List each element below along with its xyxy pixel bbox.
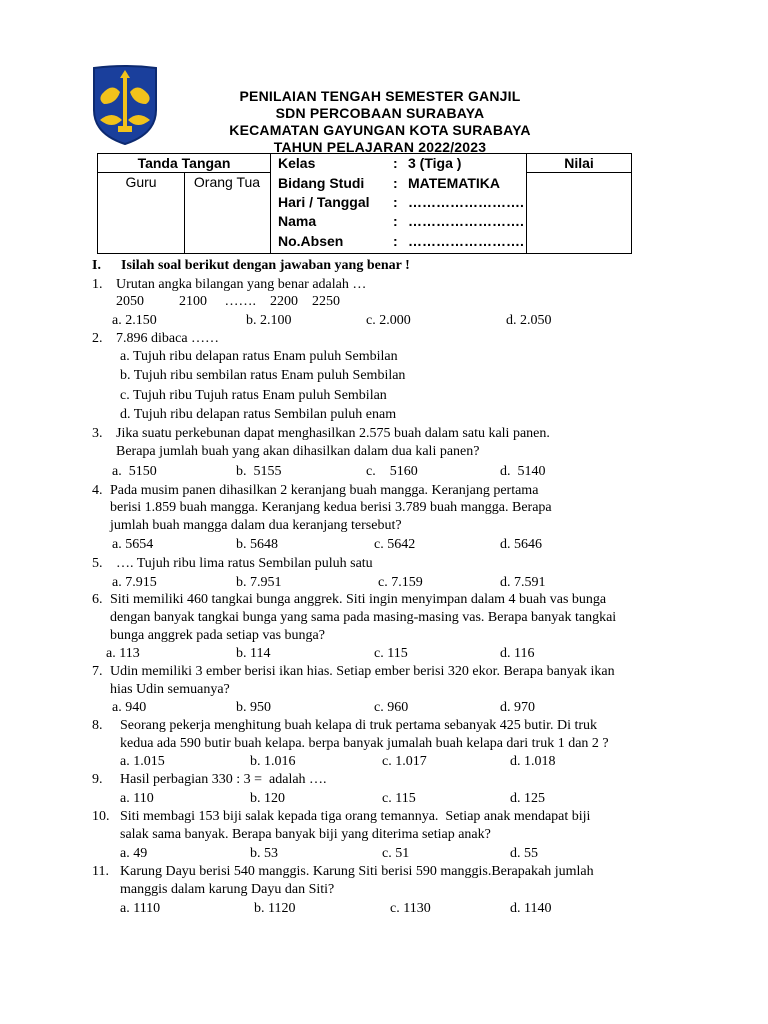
- option-a: a. 1110: [120, 901, 161, 916]
- question-text: …. Tujuh ribu lima ratus Sembilan puluh satu: [116, 556, 373, 571]
- option-a: a. 940: [112, 700, 147, 715]
- option-c: c. 5642: [374, 537, 416, 552]
- exam-title: PENILAIAN TENGAH SEMESTER GANJIL: [239, 88, 521, 104]
- table-divider: [98, 172, 270, 173]
- question-text: salak sama banyak. Berapa banyak biji yang diterima setiap anak?: [120, 827, 491, 842]
- option-d: d. 1.018: [510, 754, 556, 769]
- question-text: bunga anggrek pada setiap vas bunga?: [110, 628, 325, 643]
- question-number: 4.: [92, 483, 103, 498]
- option-c: c. 1.017: [382, 754, 427, 769]
- option-a: a. Tujuh ribu delapan ratus Enam puluh Sembilan: [120, 349, 398, 364]
- option-a: a. 5150: [112, 464, 157, 479]
- option-d: d. 55: [510, 846, 538, 861]
- field-value-kelas: 3 (Tiga ): [408, 155, 462, 171]
- option-d: d. 116: [500, 646, 535, 661]
- question-text: dengan banyak tangkai bunga yang sama pada masing-masing vas. Berapa banyak tangkai: [110, 610, 617, 625]
- question-number: 2.: [92, 331, 103, 346]
- question-text: jumlah buah mangga dalam dua keranjang tersebut?: [110, 518, 402, 533]
- field-value-no-absen: …………………….: [408, 233, 524, 249]
- section-number: I.: [92, 258, 101, 273]
- question-text: Karung Dayu berisi 540 manggis. Karung Siti berisi 590 manggis.Berapakah jumlah: [120, 864, 594, 879]
- identity-table: [97, 153, 632, 254]
- field-colon: :: [393, 194, 398, 210]
- option-b: b. 5648: [236, 537, 278, 552]
- question-text: manggis dalam karung Dayu dan Siti?: [120, 882, 335, 897]
- option-d: d. 5140: [500, 464, 546, 479]
- table-divider: [526, 172, 632, 173]
- section-title: Isilah soal berikut dengan jawaban yang benar !: [121, 258, 410, 273]
- option-b: b. 1120: [254, 901, 296, 916]
- option-d: d. 7.591: [500, 575, 546, 590]
- option-b: b. 950: [236, 700, 271, 715]
- field-colon: :: [393, 233, 398, 249]
- question-text: Siti membagi 153 biji salak kepada tiga orang temannya. Setiap anak mendapat biji: [120, 809, 591, 824]
- option-b: b. 5155: [236, 464, 282, 479]
- option-b: b. 1.016: [250, 754, 296, 769]
- question-text: hias Udin semuanya?: [110, 682, 230, 697]
- question-number: 1.: [92, 277, 103, 292]
- question-number: 10.: [92, 809, 110, 824]
- question-text: 7.896 dibaca ……: [116, 331, 220, 346]
- option-d: d. 2.050: [506, 313, 552, 328]
- option-d: d. Tujuh ribu delapan ratus Sembilan puluh enam: [120, 407, 397, 422]
- option-d: d. 1140: [510, 901, 552, 916]
- question-number: 3.: [92, 426, 103, 441]
- option-a: a. 1.015: [120, 754, 165, 769]
- option-b: b. 2.100: [246, 313, 292, 328]
- district-name: KECAMATAN GAYUNGAN KOTA SURABAYA: [229, 122, 531, 138]
- field-colon: :: [393, 155, 398, 171]
- question-text: berisi 1.859 buah mangga. Keranjang kedua berisi 3.789 buah mangga. Berapa: [110, 500, 552, 515]
- field-value-hari-tanggal: …………………….: [408, 194, 524, 210]
- option-c: c. Tujuh ribu Tujuh ratus Enam puluh Sembilan: [120, 388, 387, 403]
- field-label-bidang-studi: Bidang Studi: [278, 175, 365, 191]
- guru-label: Guru: [125, 174, 157, 190]
- academic-year: TAHUN PELAJARAN 2022/2023: [273, 139, 487, 155]
- option-b: b. 120: [250, 791, 285, 806]
- option-d: d. 5646: [500, 537, 542, 552]
- option-c: c. 7.159: [378, 575, 423, 590]
- option-a: a. 49: [120, 846, 148, 861]
- question-number: 5.: [92, 556, 103, 571]
- option-c: c. 51: [382, 846, 410, 861]
- option-a: a. 113: [106, 646, 140, 661]
- option-b: b. 7.951: [236, 575, 282, 590]
- option-b: b. Tujuh ribu sembilan ratus Enam puluh Sembilan: [120, 368, 406, 383]
- option-d: d. 970: [500, 700, 535, 715]
- option-c: c. 5160: [366, 464, 418, 479]
- field-label-nama: Nama: [278, 213, 317, 229]
- option-d: d. 125: [510, 791, 545, 806]
- option-c: c. 2.000: [366, 313, 411, 328]
- school-name: SDN PERCOBAAN SURABAYA: [275, 105, 485, 121]
- question-number: 8.: [92, 718, 103, 733]
- option-a: a. 110: [120, 791, 154, 806]
- question-number: 11.: [92, 864, 109, 879]
- orang-tua-label: Orang Tua: [193, 174, 261, 190]
- field-value-bidang-studi: MATEMATIKA: [408, 175, 501, 191]
- option-b: b. 114: [236, 646, 271, 661]
- score-header: Nilai: [564, 155, 594, 171]
- field-value-nama: …………………….: [408, 213, 524, 229]
- table-divider: [270, 154, 271, 253]
- field-label-kelas: Kelas: [278, 155, 316, 171]
- field-label-no-absen: No.Absen: [278, 233, 344, 249]
- question-text: Seorang pekerja menghitung buah kelapa di truk pertama sebanyak 425 butir. Di truk: [120, 718, 598, 733]
- number-sequence: 2050 2100 ……. 2200 2250: [116, 294, 340, 309]
- option-c: c. 115: [382, 791, 416, 806]
- question-text: Siti memiliki 460 tangkai bunga anggrek. Siti ingin menyimpan dalam 4 buah vas bunga: [110, 592, 607, 607]
- option-c: c. 115: [374, 646, 408, 661]
- question-text: Berapa jumlah buah yang akan dihasilkan dalam dua kali panen?: [116, 444, 480, 459]
- field-colon: :: [393, 175, 398, 191]
- field-label-hari-tanggal: Hari / Tanggal: [278, 194, 370, 210]
- signature-header: Tanda Tangan: [137, 155, 231, 171]
- field-colon: :: [393, 213, 398, 229]
- question-text: Udin memiliki 3 ember berisi ikan hias. Setiap ember berisi 320 ekor. Berapa banyak ikan: [110, 664, 615, 679]
- question-text: Jika suatu perkebunan dapat menghasilkan 2.575 buah dalam satu kali panen.: [116, 426, 550, 441]
- option-a: a. 2.150: [112, 313, 157, 328]
- question-text: kedua ada 590 butir buah kelapa. berpa banyak jumalah buah kelapa dari truk 1 dan 2 ?: [120, 736, 609, 751]
- question-text: Urutan angka bilangan yang benar adalah …: [116, 277, 367, 292]
- option-c: c. 1130: [390, 901, 431, 916]
- option-b: b. 53: [250, 846, 278, 861]
- question-number: 9.: [92, 772, 103, 787]
- question-text: Pada musim panen dihasilkan 2 keranjang buah mangga. Keranjang pertama: [110, 483, 539, 498]
- question-number: 6.: [92, 592, 103, 607]
- option-a: a. 5654: [112, 537, 154, 552]
- question-number: 7.: [92, 664, 103, 679]
- option-c: c. 960: [374, 700, 409, 715]
- question-text: Hasil perbagian 330 : 3 = adalah ….: [120, 772, 327, 787]
- option-a: a. 7.915: [112, 575, 157, 590]
